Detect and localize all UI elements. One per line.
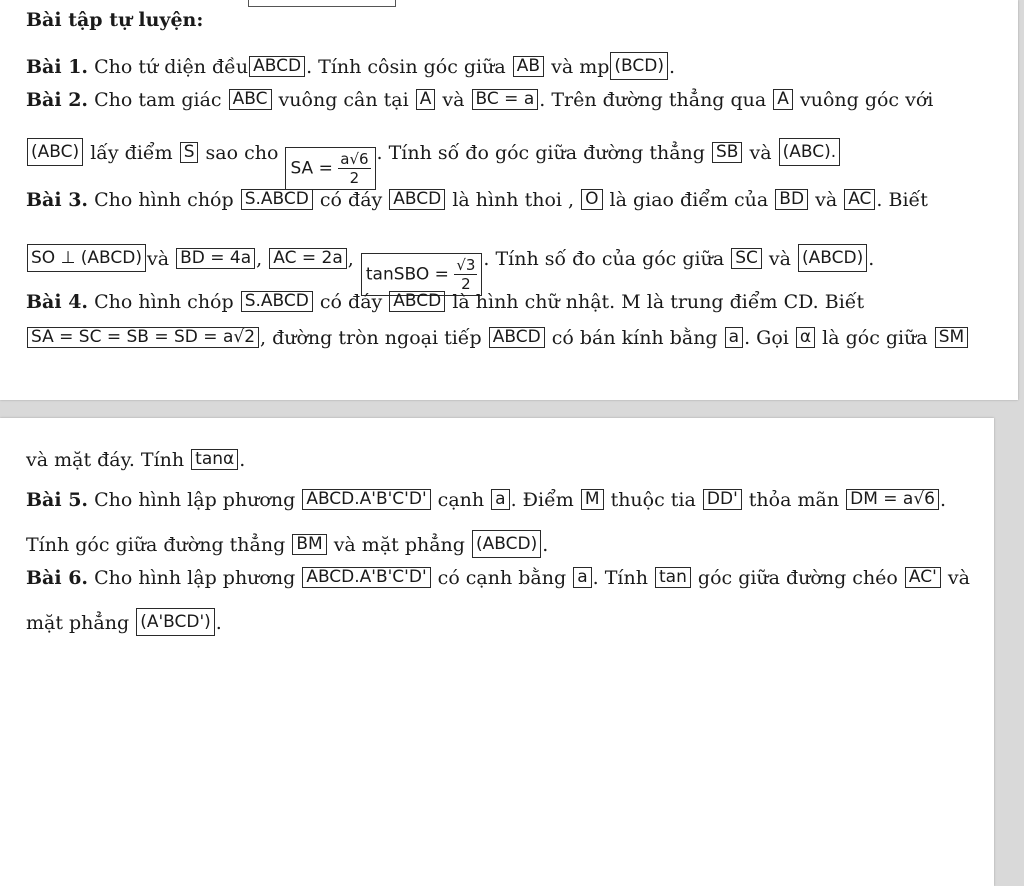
math-box: ABC — [229, 89, 272, 110]
math-box: (ABCD) — [472, 530, 541, 558]
exercise-6-line-2: mặt phẳng (A'BCD') . — [26, 608, 222, 636]
math-box: (ABCD) — [798, 244, 867, 272]
math-box: DD' — [703, 489, 742, 510]
exercise-2-line-2: (ABC) lấy điểm S sao cho SA = $\frac{a√6}{2}$ . Tính số đo góc giữa đường thẳng SB và (ABC). — [26, 138, 841, 190]
exercise-4-line-3: và mặt đáy. Tính tanα . — [26, 449, 246, 471]
exercise-4-line-2: SA = SC = SB = SD = a√2 , đường tròn ngoại tiếp ABCD có bán kính bằng a . Gọi α là góc giữa SM — [26, 326, 969, 350]
math-box: ABCD — [389, 291, 445, 312]
math-box: S.ABCD — [241, 291, 313, 312]
cut-off-box — [248, 0, 396, 7]
exercise-6-line-1: Bài 6. Cho hình lập phương ABCD.A'B'C'D' có cạnh bằng a . Tính tan góc giữa đường chéo AC' và — [26, 567, 970, 589]
math-box: ABCD.A'B'C'D' — [302, 489, 430, 510]
exercise-2-line-1: Bài 2. Cho tam giác ABC vuông cân tại A và BC = a . Trên đường thẳng qua A vuông góc với — [26, 89, 934, 111]
exercise-3-line-1: Bài 3. Cho hình chóp S.ABCD có đáy ABCD là hình thoi , O là giao điểm của BD và AC . Biết — [26, 189, 928, 211]
math-box: A — [416, 89, 436, 110]
math-box: SC — [731, 248, 762, 269]
math-box: S — [180, 142, 199, 163]
exercise-1: Bài 1. Cho tứ diện đều ABCD . Tính côsin góc giữa AB và mp (BCD) . — [26, 52, 675, 80]
math-box: tan — [655, 567, 691, 588]
math-box: SA = SC = SB = SD = a√2 — [27, 327, 259, 348]
math-box: SB — [712, 142, 742, 163]
math-box: (A'BCD') — [136, 608, 215, 636]
math-box: A — [773, 89, 793, 110]
math-box: BD = 4a — [176, 248, 255, 269]
document-page-1 — [0, 0, 1018, 400]
math-box: ABCD — [489, 327, 545, 348]
math-box: BM — [292, 534, 326, 555]
math-box: tanα — [191, 449, 238, 470]
math-box: AC = 2a — [269, 248, 347, 269]
math-box: S.ABCD — [241, 189, 313, 210]
math-box: SM — [935, 327, 968, 348]
math-box: a — [573, 567, 591, 588]
math-box: (BCD) — [610, 52, 668, 80]
math-box: M — [581, 489, 604, 510]
document-page-2 — [0, 418, 994, 886]
exercise-3-line-2: SO ⊥ (ABCD) và BD = 4a , AC = 2a , tanSBO = $\frac{√3}{2}$ . Tính số đo của góc giữa SC và (ABCD) . — [26, 244, 874, 296]
math-box: O — [581, 189, 602, 210]
exercise-title: Bài tập tự luyện: — [26, 9, 204, 31]
exercise-5-line-2: Tính góc giữa đường thẳng BM và mặt phẳng (ABCD) . — [26, 530, 548, 558]
math-box: (ABC) — [27, 138, 83, 166]
exercise-5-line-1: Bài 5. Cho hình lập phương ABCD.A'B'C'D' cạnh a . Điểm M thuộc tia DD' thỏa mãn DM = a√6 . — [26, 489, 947, 511]
math-box: AC — [844, 189, 875, 210]
math-box: AC' — [905, 567, 941, 588]
math-box: SO ⊥ (ABCD) — [27, 244, 146, 272]
math-box-fraction: SA = $\frac{a√6}{2}$ — [285, 147, 375, 190]
math-box: BD — [775, 189, 808, 210]
math-box: ABCD — [389, 189, 445, 210]
math-box: a — [491, 489, 509, 510]
exercise-4-line-1: Bài 4. Cho hình chóp S.ABCD có đáy ABCD là hình chữ nhật. M là trung điểm CD. Biết — [26, 291, 865, 313]
math-box: BC = a — [472, 89, 539, 110]
math-box: (ABC). — [779, 138, 841, 166]
math-box: ABCD.A'B'C'D' — [302, 567, 430, 588]
math-box: α — [796, 327, 815, 348]
math-box: AB — [513, 56, 544, 77]
math-box: a — [725, 327, 743, 348]
math-box: ABCD — [249, 56, 305, 77]
math-box: DM = a√6 — [846, 489, 939, 510]
math-box-fraction: tanSBO = $\frac{√3}{2}$ — [361, 253, 483, 296]
